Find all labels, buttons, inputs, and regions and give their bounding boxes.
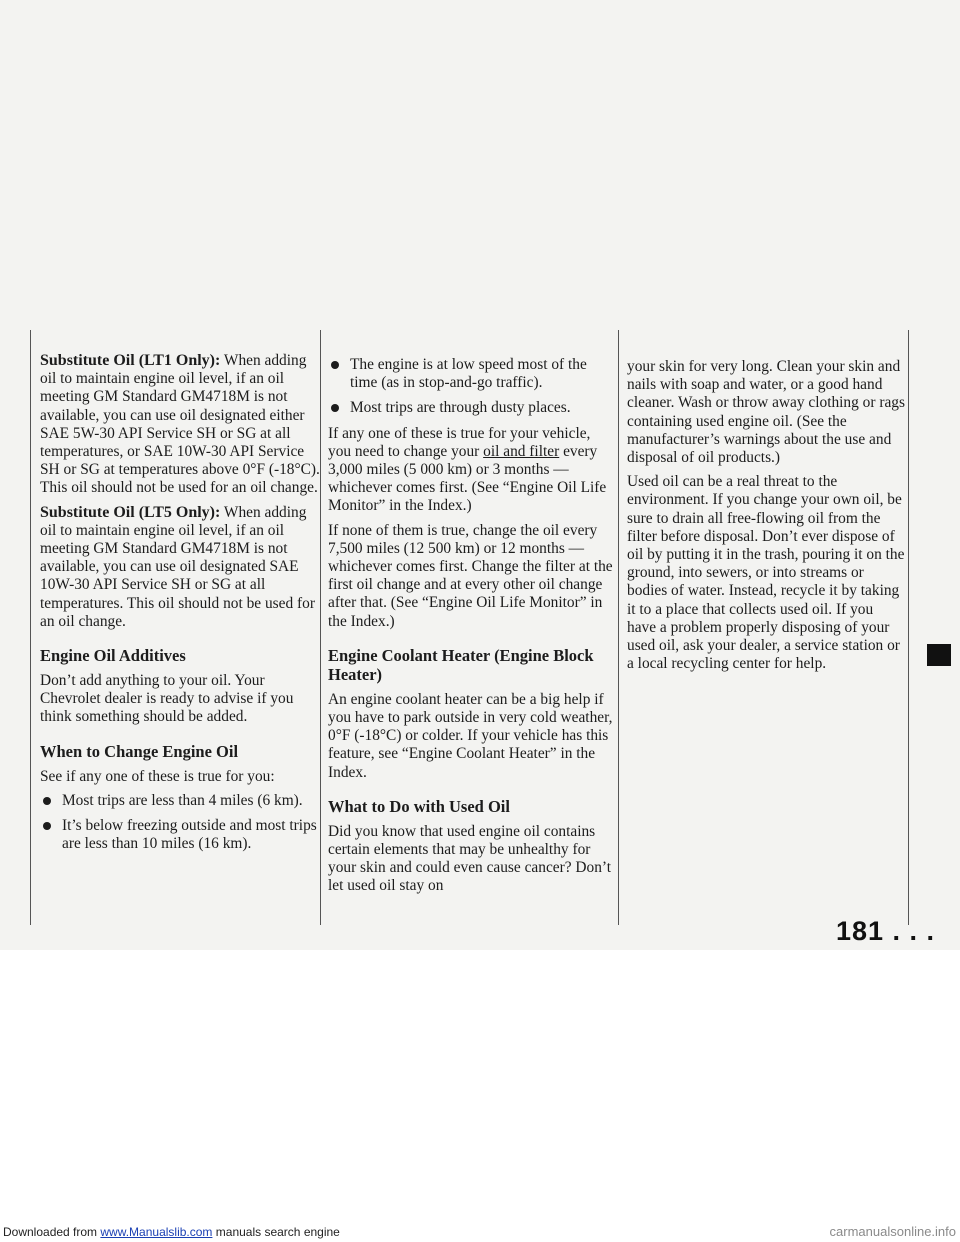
footer-suffix: manuals search engine [212, 1225, 340, 1239]
paragraph-if-none: If none of them is true, change the oil every 7,500 miles (12 500 km) or 12 months — whichever comes first. Change the filter at the first oil change and at every other oil change after that. (See “Engine Oil Life Monitor” in the Index.) [328, 521, 613, 630]
bullet-item: The engine is at low speed most of the time (as in stop-and-go traffic). [328, 356, 614, 392]
footer-prefix: Downloaded from [3, 1225, 101, 1239]
column-rule-right [908, 330, 909, 925]
text-substitute-lt5: When adding oil to maintain engine oil level, if an oil meeting GM Standard GM4718M is not available, you can use oil designated SAE 10W-30 API Service SH or SG at all temperatures. This oil should not be used for an oil change. [40, 503, 315, 630]
heading-coolant-heater: Engine Coolant Heater (Engine Block Heater) [328, 645, 594, 684]
oil-and-filter-reference: oil and filter [483, 442, 560, 460]
paragraph-coolant-heater: An engine coolant heater can be a big help if you have to park outside in very cold weather, 0°F (-18°C) or colder. If your vehicle has this feature, see “Engine Coolant Heater” in the Index. [328, 690, 613, 781]
paragraph-substitute-lt1 [40, 352, 322, 498]
heading-oil-additives: Engine Oil Additives [40, 646, 186, 666]
column-3 [627, 358, 905, 679]
heading-when-to-change: When to Change Engine Oil [40, 741, 239, 761]
column-1 [40, 352, 322, 860]
bullet-item: Most trips are less than 4 miles (6 km). [40, 792, 322, 810]
heading-used-oil: What to Do with Used Oil [328, 796, 510, 816]
text-substitute-lt1: When adding oil to maintain engine oil level, if an oil meeting GM Standard GM4718M is not available, you can use oil designated either SAE 5W-30 API Service SH or SG at all temperatures, or SAE 10W-30 API Service SH or SG at temperatures above 0°F (-18°C). This oil should not be used for an oil change. [40, 352, 320, 497]
bullet-item: Most trips are through dusty places. [328, 399, 614, 417]
text-if-any-end: every 3,000 miles (5 000 km) or 3 months — whichever comes first. (See “Engine Oil Life Monitor” in the Index.) [328, 442, 607, 515]
paragraph-substitute-lt5 [40, 504, 322, 631]
runin-substitute-lt1: Substitute Oil (LT1 Only): [40, 352, 221, 369]
paragraph-used-oil: Did you know that used engine oil contains certain elements that may be unhealthy for your skin and could even cause cancer? Don’t let used oil stay on [328, 822, 612, 895]
watermark-text: carmanualsonline.info [829, 1224, 956, 1239]
section-tab-marker [927, 644, 951, 666]
runin-substitute-lt5: Substitute Oil (LT5 Only): [40, 503, 221, 521]
paragraph-when-to-change: See if any one of these is true for you: [40, 767, 275, 785]
paragraph-environment: Used oil can be a real threat to the environment. If you change your own oil, be sure to drain all free-flowing oil from the filter before disposal. Don’t ever dispose of oil by putting it in the trash, pouring it on the ground, into sewers, or into streams or bodies of water. Instead, recycle it by taking it to a place that collects used oil. If you have a problem properly disposing of your used oil, ask your dealer, a service station or a local recycling center for help. [627, 473, 905, 673]
bullet-item: It’s below freezing outside and most trips are less than 10 miles (16 km). [40, 817, 322, 853]
download-footer [0, 1222, 960, 1242]
text-if-any-start: If any one of these is true for your vehicle, you need to change your [328, 424, 591, 460]
page-number: 181 . . . [836, 916, 936, 946]
column-rule-middle-right [618, 330, 619, 925]
column-2 [328, 356, 614, 902]
manualslib-link[interactable]: www.Manualslib.com [100, 1225, 213, 1239]
footer-source [3, 1222, 340, 1242]
paragraph-if-any [328, 425, 614, 516]
paragraph-skin: your skin for very long. Clean your skin and nails with soap and water, or a good hand cleaner. Wash or throw away clothing or rags containing used engine oil. (See the manufacturer’s warnings about the use and disposal of oil products.) [627, 358, 905, 467]
paragraph-oil-additives: Don’t add anything to your oil. Your Chevrolet dealer is ready to advise if you think something should be added. [40, 672, 294, 726]
column-rule-left [30, 330, 31, 925]
